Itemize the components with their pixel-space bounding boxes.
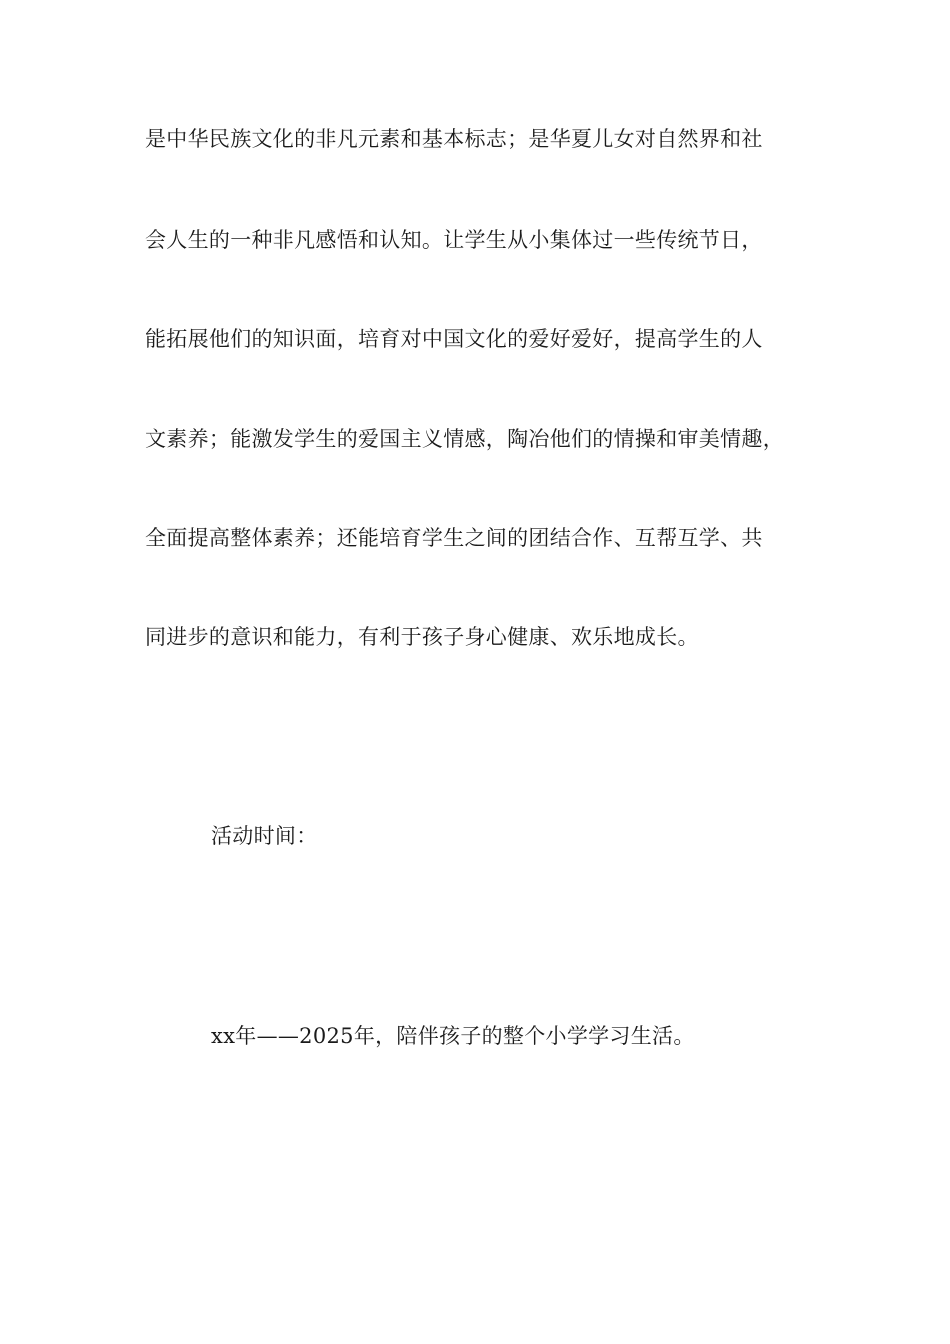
paragraph-line: 全面提高整体素养；还能培育学生之间的团结合作、互帮互学、共 (145, 526, 763, 550)
paragraph-line: 能拓展他们的知识面，培育对中国文化的爱好爱好，提高学生的人 (145, 327, 763, 351)
paragraph-line: 文素养；能激发学生的爱国主义情感，陶冶他们的情操和审美情趣， (145, 427, 784, 451)
paragraph-line: 会人生的一种非凡感悟和认知。让学生从小集体过一些传统节日， (145, 228, 763, 252)
paragraph-line: 同进步的意识和能力，有利于孩子身心健康、欢乐地成长。 (145, 625, 699, 649)
activity-time-heading: 活动时间： (211, 824, 318, 848)
activity-time-text: xx年——2025年，陪伴孩子的整个小学学习生活。 (211, 1024, 695, 1048)
paragraph-line: 是中华民族文化的非凡元素和基本标志；是华夏儿女对自然界和社 (145, 127, 763, 151)
